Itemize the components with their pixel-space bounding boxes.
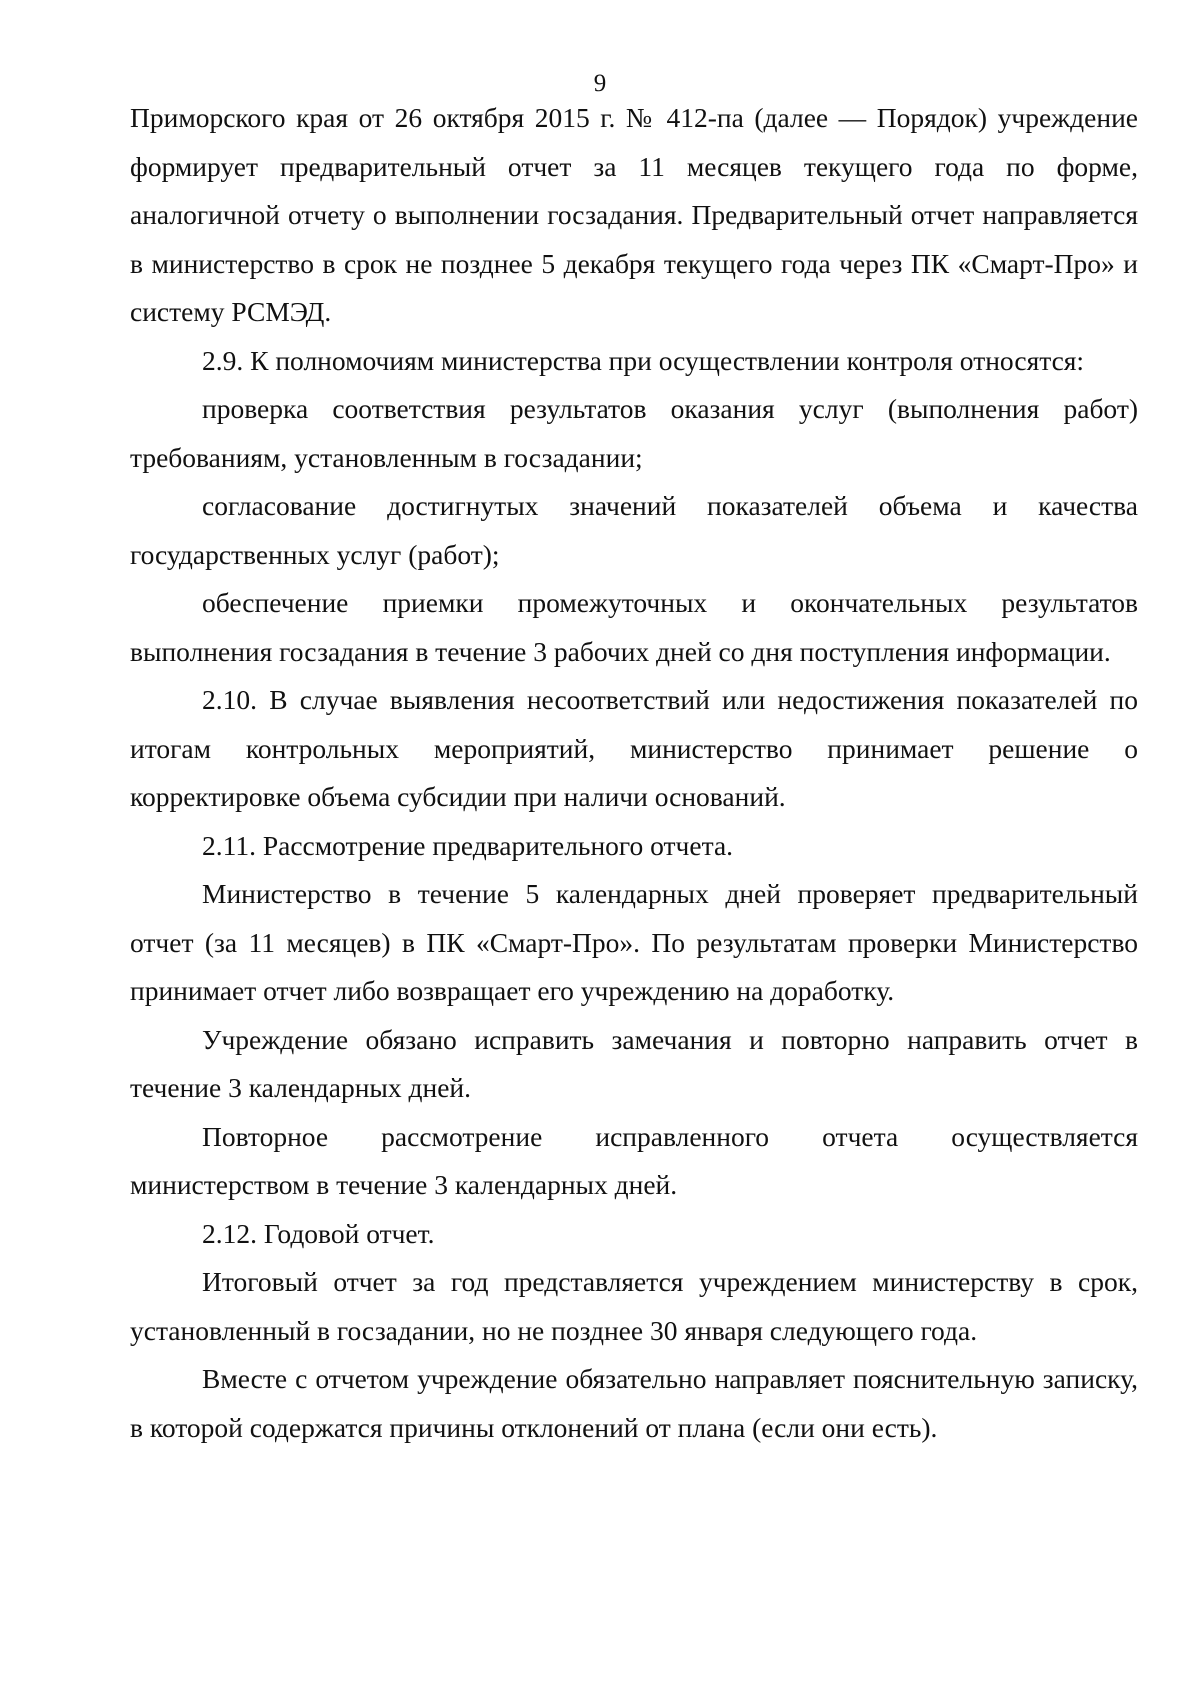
document-body	[130, 94, 1138, 1452]
paragraph-2-9-heading: 2.9. К полномочиям министерства при осуществлении контроля относятся:	[202, 344, 1085, 376]
paragraph-explanatory-note: Вместе с отчетом учреждение обязательно направляет пояснительную записку, в которой содержатся причины отклонений от плана (если они есть).	[130, 1363, 1138, 1443]
paragraph-2-10: 2.10. В случае выявления несоответствий или недостижения показателей по итогам контрольных мероприятий, министерство принимает решение о корректировке объема субсидии при наличи оснований.	[130, 684, 1138, 812]
paragraph-annual-report: Итоговый отчет за год представляется учреждением министерству в срок, установленный в госзадании, но не позднее 30 января следующего года.	[130, 1266, 1138, 1346]
paragraph-repeat-review: Повторное рассмотрение исправленного отчета осуществляется министерством в течение 3 календарных дней.	[130, 1120, 1138, 1200]
paragraph-ministry-review: Министерство в течение 5 календарных дней проверяет предварительный отчет (за 11 месяцев) в ПК «Смарт-Про». По результатам проверки Министерство принимает отчет либо возвращает его учреждению на доработку.	[130, 878, 1138, 1006]
paragraph-item-acceptance: обеспечение приемки промежуточных и окончательных результатов выполнения госзадания в течение 3 рабочих дней со дня поступления информации.	[130, 587, 1138, 667]
page-number: 9	[593, 70, 607, 97]
paragraph-item-verification: проверка соответствия результатов оказания услуг (выполнения работ) требованиям, установленным в госзадании;	[130, 393, 1138, 473]
paragraph-2-12-heading: 2.12. Годовой отчет.	[202, 1217, 435, 1249]
paragraph-item-approval: согласование достигнутых значений показателей объема и качества государственных услуг (работ);	[130, 490, 1138, 570]
paragraph-2-11-heading: 2.11. Рассмотрение предварительного отчета.	[202, 829, 734, 861]
paragraph-institution-correction: Учреждение обязано исправить замечания и повторно направить отчет в течение 3 календарных дней.	[130, 1023, 1138, 1103]
paragraph-continuation: Приморского края от 26 октября 2015 г. № 412-па (далее — Порядок) учреждение формирует предварительный отчет за 11 месяцев текущего года по форме, аналогичной отчету о выполнении госзадания. Предварительный отчет направляется в министерство в срок не позднее 5 декабря текущего года через ПК «Смарт-Про» и систему РСМЭД.	[130, 102, 1138, 327]
